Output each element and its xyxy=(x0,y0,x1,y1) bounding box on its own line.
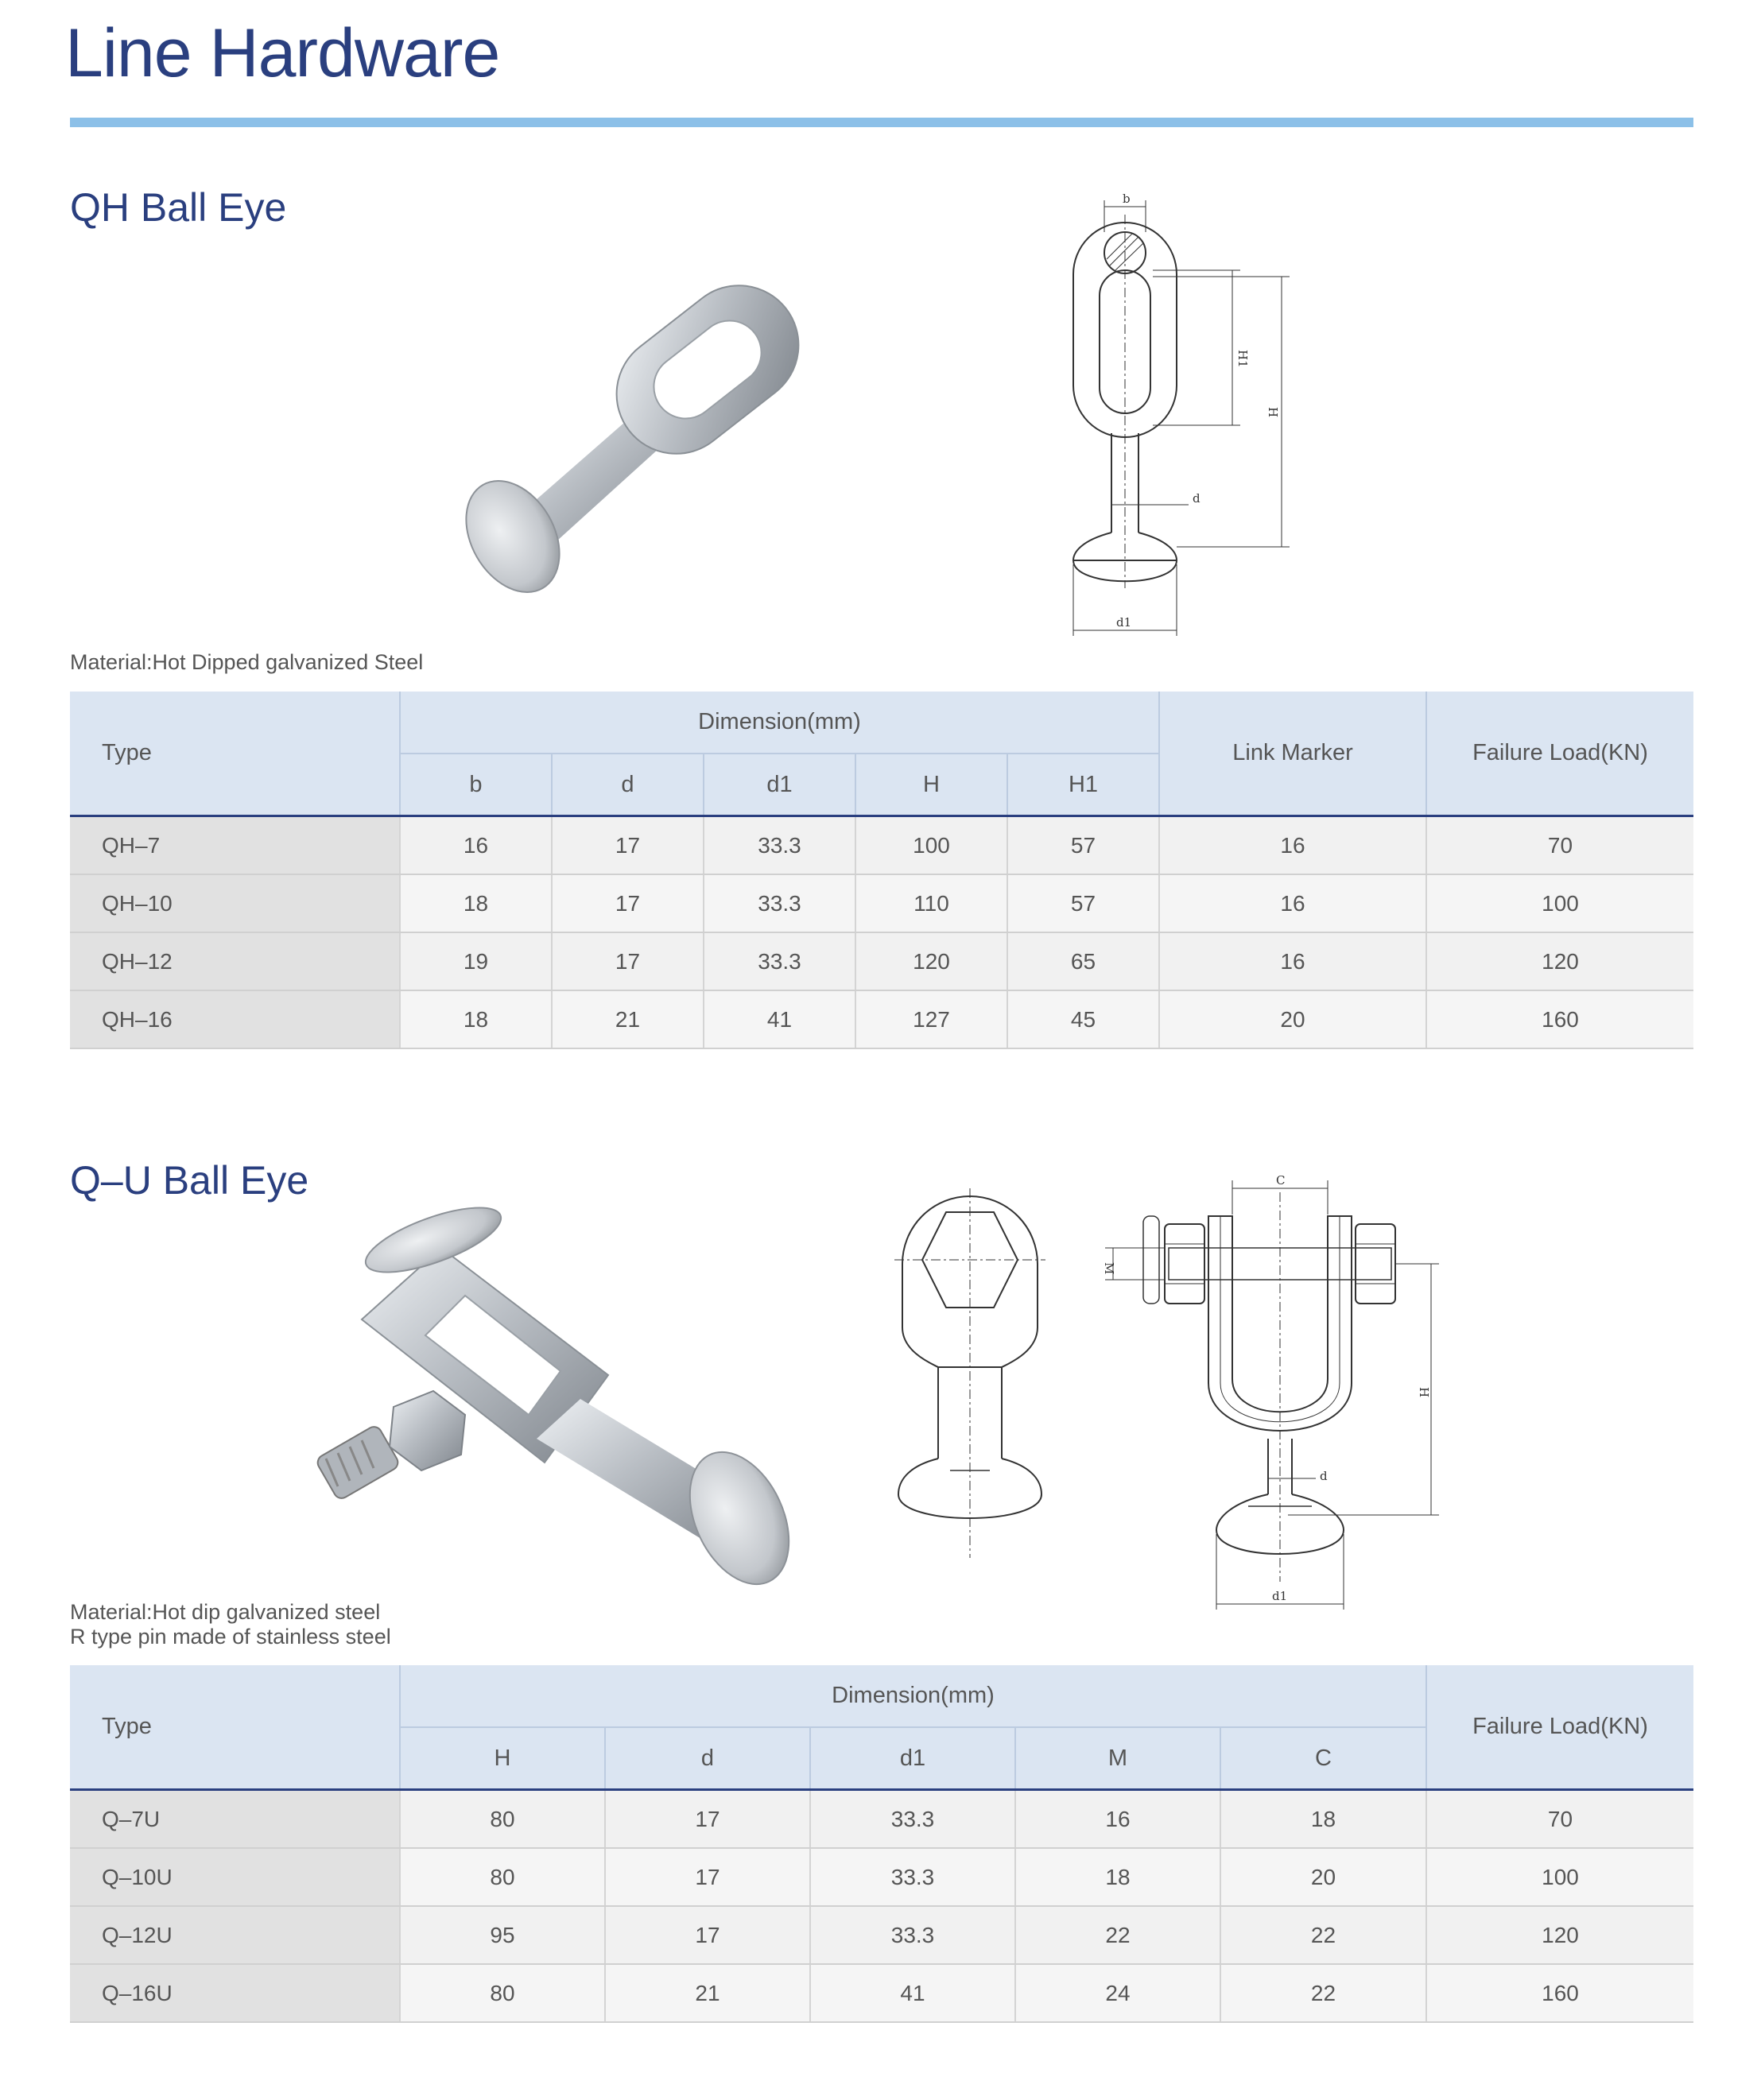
value-cell: 33.3 xyxy=(704,874,855,932)
qh-dimension-header: Dimension(mm) xyxy=(400,692,1159,754)
link-marker-cell: 16 xyxy=(1159,932,1426,990)
qh-technical-drawing xyxy=(1049,191,1304,644)
failure-load-cell: 120 xyxy=(1426,932,1693,990)
qh-dim-label-h: H xyxy=(1266,407,1280,418)
table-row xyxy=(70,1790,1693,1849)
value-cell: 33.3 xyxy=(704,816,855,875)
qh-link-marker-header: Link Marker xyxy=(1159,692,1426,816)
link-marker-cell: 16 xyxy=(1159,816,1426,875)
table-row xyxy=(70,932,1693,990)
qu-col-c: C xyxy=(1220,1727,1426,1790)
type-cell: QH–12 xyxy=(70,932,400,990)
value-cell: 17 xyxy=(552,816,704,875)
value-cell: 80 xyxy=(400,1964,605,2022)
failure-load-cell: 100 xyxy=(1426,1848,1693,1906)
qh-dim-label-h1: H1 xyxy=(1235,350,1250,368)
value-cell: 16 xyxy=(1015,1790,1220,1849)
link-marker-cell: 16 xyxy=(1159,874,1426,932)
value-cell: 100 xyxy=(855,816,1007,875)
qu-col-h: H xyxy=(400,1727,605,1790)
qu-dim-label-m: M xyxy=(1102,1262,1116,1275)
failure-load-cell: 160 xyxy=(1426,1964,1693,2022)
value-cell: 57 xyxy=(1007,816,1159,875)
value-cell: 80 xyxy=(400,1790,605,1849)
type-cell: Q–12U xyxy=(70,1906,400,1964)
qu-dim-label-d1: d1 xyxy=(1272,1589,1288,1603)
title-divider xyxy=(70,118,1693,127)
qu-col-d: d xyxy=(605,1727,810,1790)
qh-type-header: Type xyxy=(70,692,400,816)
value-cell: 95 xyxy=(400,1906,605,1964)
qu-side-view-drawing xyxy=(1089,1168,1455,1621)
qu-failure-load-header: Failure Load(KN) xyxy=(1426,1665,1693,1790)
value-cell: 127 xyxy=(855,990,1007,1048)
failure-load-cell: 100 xyxy=(1426,874,1693,932)
value-cell: 22 xyxy=(1220,1906,1426,1964)
value-cell: 45 xyxy=(1007,990,1159,1048)
qh-col-h: H xyxy=(855,754,1007,816)
qh-dim-label-b: b xyxy=(1123,192,1131,206)
qu-ball-eye-photo xyxy=(306,1200,815,1598)
qu-material-line-2: R type pin made of stainless steel xyxy=(70,1625,391,1649)
qu-section-title: Q–U Ball Eye xyxy=(70,1158,309,1203)
qu-dim-label-c: C xyxy=(1276,1173,1286,1188)
value-cell: 65 xyxy=(1007,932,1159,990)
value-cell: 18 xyxy=(400,874,552,932)
qu-spec-table xyxy=(70,1665,1693,2023)
qh-dim-label-d1: d1 xyxy=(1116,615,1132,630)
link-marker-cell: 20 xyxy=(1159,990,1426,1048)
qh-col-d: d xyxy=(552,754,704,816)
value-cell: 33.3 xyxy=(810,1906,1015,1964)
failure-load-cell: 70 xyxy=(1426,1790,1693,1849)
value-cell: 17 xyxy=(605,1906,810,1964)
failure-load-cell: 120 xyxy=(1426,1906,1693,1964)
table-row xyxy=(70,1848,1693,1906)
type-cell: QH–16 xyxy=(70,990,400,1048)
value-cell: 17 xyxy=(552,932,704,990)
value-cell: 18 xyxy=(1015,1848,1220,1906)
qh-col-h1: H1 xyxy=(1007,754,1159,816)
qu-front-view-drawing xyxy=(890,1184,1049,1582)
value-cell: 18 xyxy=(1220,1790,1426,1849)
qh-spec-table xyxy=(70,692,1693,1049)
type-cell: Q–7U xyxy=(70,1790,400,1849)
value-cell: 24 xyxy=(1015,1964,1220,2022)
qu-type-header: Type xyxy=(70,1665,400,1790)
value-cell: 22 xyxy=(1015,1906,1220,1964)
qh-failure-load-header: Failure Load(KN) xyxy=(1426,692,1693,816)
table-row xyxy=(70,1964,1693,2022)
qu-col-d1: d1 xyxy=(810,1727,1015,1790)
value-cell: 22 xyxy=(1220,1964,1426,2022)
table-row xyxy=(70,816,1693,875)
qh-col-d1: d1 xyxy=(704,754,855,816)
value-cell: 17 xyxy=(552,874,704,932)
qh-section-title: QH Ball Eye xyxy=(70,185,287,230)
qh-material-note: Material:Hot Dipped galvanized Steel xyxy=(70,650,424,674)
value-cell: 110 xyxy=(855,874,1007,932)
qh-ball-eye-photo xyxy=(445,246,875,604)
page-title: Line Hardware xyxy=(65,15,500,91)
value-cell: 33.3 xyxy=(810,1848,1015,1906)
value-cell: 20 xyxy=(1220,1848,1426,1906)
value-cell: 21 xyxy=(605,1964,810,2022)
qu-dimension-header: Dimension(mm) xyxy=(400,1665,1426,1727)
table-row xyxy=(70,1906,1693,1964)
value-cell: 120 xyxy=(855,932,1007,990)
value-cell: 17 xyxy=(605,1790,810,1849)
failure-load-cell: 70 xyxy=(1426,816,1693,875)
value-cell: 57 xyxy=(1007,874,1159,932)
value-cell: 41 xyxy=(704,990,855,1048)
qu-material-note xyxy=(70,1600,391,1649)
type-cell: QH–7 xyxy=(70,816,400,875)
qu-dim-label-d: d xyxy=(1320,1469,1328,1483)
type-cell: QH–10 xyxy=(70,874,400,932)
value-cell: 21 xyxy=(552,990,704,1048)
qu-dim-label-h: H xyxy=(1417,1387,1431,1398)
value-cell: 18 xyxy=(400,990,552,1048)
failure-load-cell: 160 xyxy=(1426,990,1693,1048)
qh-dim-label-d: d xyxy=(1193,491,1201,506)
type-cell: Q–10U xyxy=(70,1848,400,1906)
qu-material-line-1: Material:Hot dip galvanized steel xyxy=(70,1600,381,1624)
table-row xyxy=(70,990,1693,1048)
value-cell: 19 xyxy=(400,932,552,990)
value-cell: 33.3 xyxy=(704,932,855,990)
value-cell: 16 xyxy=(400,816,552,875)
type-cell: Q–16U xyxy=(70,1964,400,2022)
value-cell: 17 xyxy=(605,1848,810,1906)
qu-col-m: M xyxy=(1015,1727,1220,1790)
qh-col-b: b xyxy=(400,754,552,816)
value-cell: 80 xyxy=(400,1848,605,1906)
table-row xyxy=(70,874,1693,932)
value-cell: 33.3 xyxy=(810,1790,1015,1849)
value-cell: 41 xyxy=(810,1964,1015,2022)
